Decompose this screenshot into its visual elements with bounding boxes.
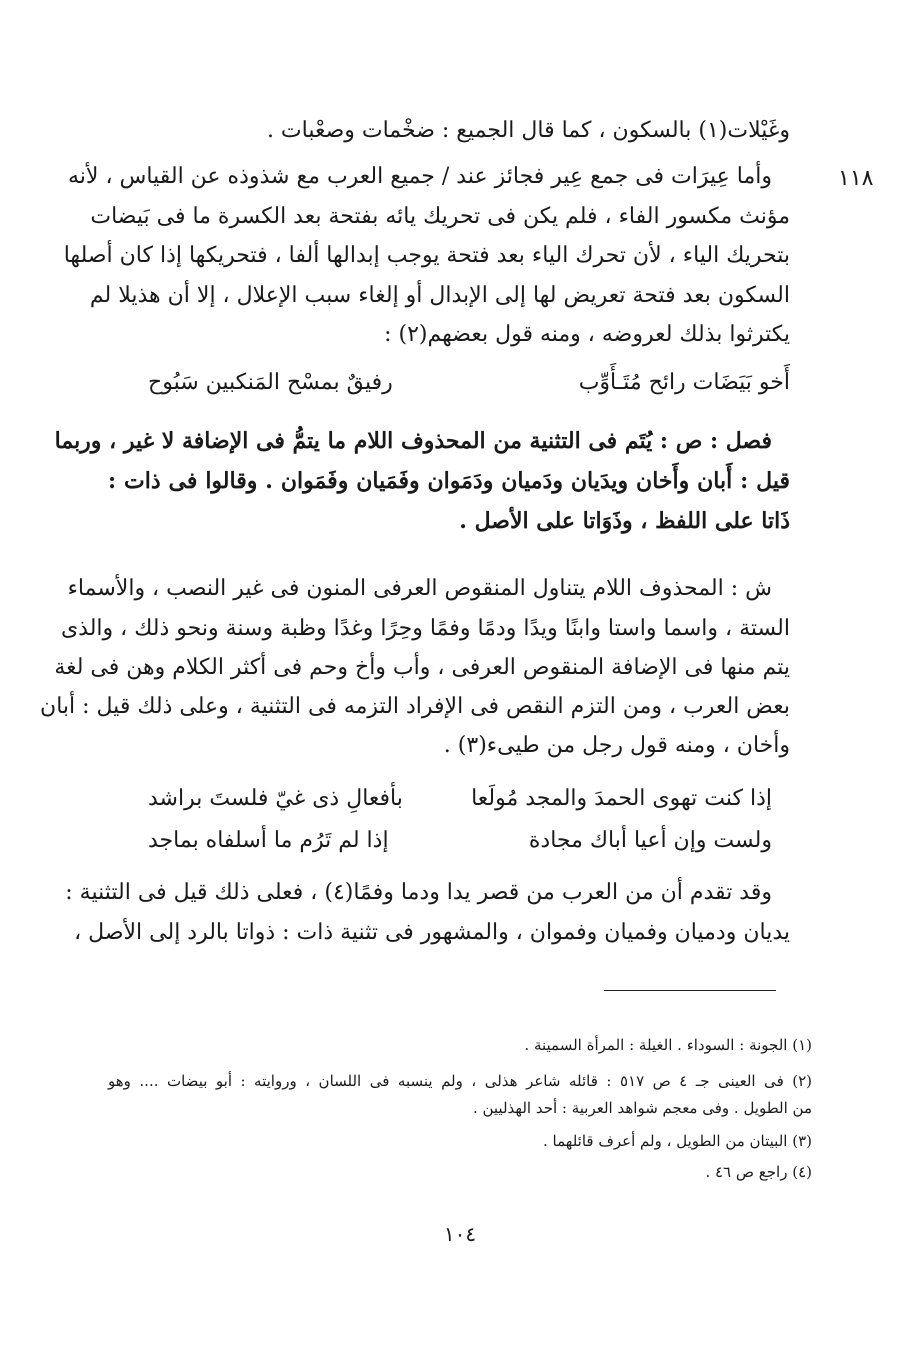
body-line: وأما عِيرَات فى جمع عِير فجائز عند / جميع العرب مع شذوذه عن القياس ، لأنه [68, 164, 772, 189]
sharh-line: الستة ، واسما واستا وابنًا ويدًا ودمًا وفمًا وحِرًا وغدًا وظبة وسنة ونحو ذلك ، والذى [60, 616, 790, 641]
sharh-line: ش : المحذوف اللام يتناول المنقوص العرفى المنون فى غير النصب ، والأسماء [67, 576, 772, 601]
body-line: وغَيْلات(١) بالسكون ، كما قال الجميع : ضخْمات وصعْبات . [266, 118, 790, 143]
margin-reference: ١١٨ [838, 166, 874, 191]
body-line: وقد تقدم أن من العرب من قصر يدا ودما وفمًا(٤) ، فعلى ذلك قيل فى التثنية : [65, 880, 772, 905]
verse-hemistich-right: إذا كنت تهوى الحمدَ والمجد مُولَعا [471, 786, 772, 811]
verse-hemistich-right: ولست وإن أعيا أباك مجادة [528, 828, 772, 853]
verse-hemistich-left: إذا لم تَرُم ما أسلفاه بماجد [148, 828, 389, 853]
sharh-line: وأخان ، ومنه قول رجل من طيىء(٣) . [443, 733, 790, 758]
page-number: ١٠٤ [443, 1222, 477, 1246]
body-line: مؤنث مكسور الفاء ، فلم يكن فى تحريك يائه بفتحة بعد الكسرة ما فى بَيضات [90, 204, 790, 229]
footnote: (٣) البيتان من الطويل ، ولم أعرف قائلهما . [543, 1132, 812, 1150]
footnote: من الطويل . وفى معجم شواهد العربية : أحد الهذليين . [472, 1099, 812, 1117]
body-line: يكترثوا بذلك لعروضه ، ومنه قول بعضهم(٢) : [384, 322, 790, 347]
sharh-line: بعض العرب ، ومن التزم النقص فى الإفراد التزمه فى التثنية ، وعلى ذلك قيل : أبان [40, 694, 790, 719]
body-line: يديان ودميان وفميان وفموان ، والمشهور فى تثنية ذات : ذواتا بالرد إلى الأصل ، [74, 920, 790, 945]
footnote-separator [604, 990, 776, 991]
verse-hemistich-left: رفيقٌ بمسْح المَنكبين سَبُوح [148, 370, 393, 395]
matn-line: فصل : ص : يُتَم فى التثنية من المحذوف اللام ما يتمُّ فى الإضافة لا غير ، وربما [54, 428, 772, 454]
footnote: (٤) راجع ص ٤٦ . [705, 1163, 812, 1181]
body-line: السكون بعد فتحة تعريض لها إلى الإبدال أو إلغاء سبب الإعلال ، إلا أن هذيلا لم [89, 283, 790, 308]
verse-hemistich-right: أَخو بَيَضَات رائح مُتَـأَوِّب [578, 370, 790, 395]
matn-line: قيل : أَبان وأَخان ويدَيان ودَميان ودَمَوان وفَمَيان وفَمَوان . وقالوا فى ذات : [108, 468, 790, 494]
verse-hemistich-left: بأفعالِ ذى غيّ فلستَ براشد [148, 786, 403, 811]
footnote: (٢) فى العينى جـ ٤ ص ٥١٧ : قائله شاعر هذلى ، ولم ينسبه فى اللسان ، وروايته : أبو بيضات .... وهو [108, 1072, 813, 1090]
matn-line: ذَاتا على اللفظ ، وذَوَاتا على الأصل . [459, 508, 790, 534]
footnote: (١) الجونة : السوداء . الغيلة : المرأة السمينة . [524, 1036, 812, 1054]
sharh-line: يتم منها فى الإضافة المنقوص العرفى ، وأب وأخ وحم فى أكثر الكلام وهن فى لغة [54, 655, 790, 680]
body-line: بتحريك الياء ، لأن تحرك الياء بعد فتحة يوجب إبدالها ألفا ، فتحريكها إذا كان أصلها [63, 243, 790, 268]
